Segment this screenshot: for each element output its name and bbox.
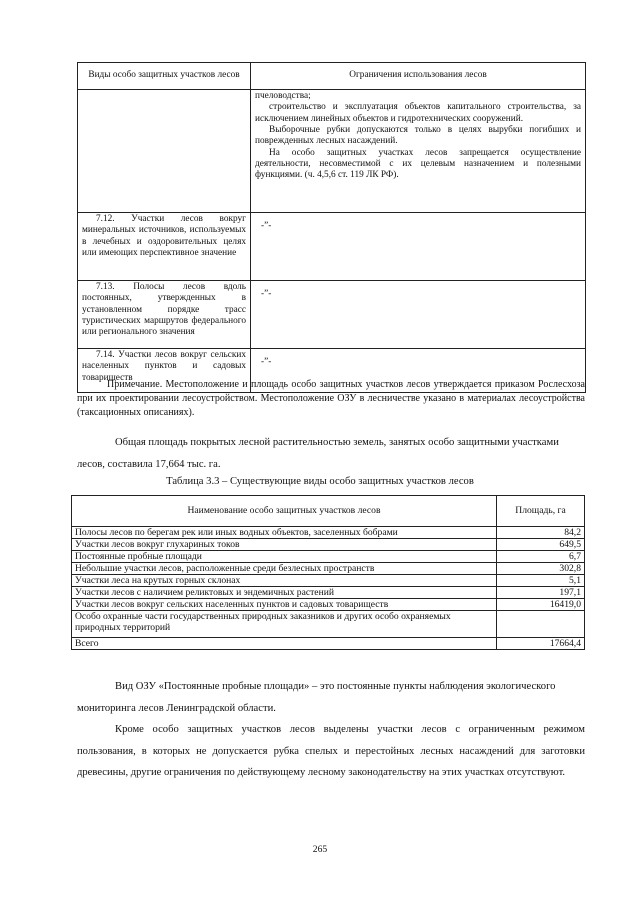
ozu-name: Участки леса на крутых горных склонах — [72, 575, 497, 587]
ozu-area: 649,5 — [497, 539, 585, 551]
header-restrictions: Ограничения использования лесов — [251, 63, 586, 90]
restriction-ditto: -”- — [251, 281, 586, 349]
table-row-total — [72, 638, 585, 650]
restriction-paragraph: На особо защитных участках лесов запрещается осуществление деятельности, несовместимой с их целевым назначением и полезными функциями. (ч. 4,5,6 ст. 119 ЛК РФ). — [255, 147, 581, 181]
ozu-name: Участки лесов вокруг глухариных токов — [72, 539, 497, 551]
table-row — [72, 539, 585, 551]
table-row — [72, 599, 585, 611]
ozu-types-table — [71, 495, 585, 650]
table-row — [72, 563, 585, 575]
ozu-area: 6,7 — [497, 551, 585, 563]
ozu-area: 84,2 — [497, 527, 585, 539]
ozu-area — [497, 611, 585, 638]
restriction-ditto: -”- — [251, 213, 586, 281]
table-row — [78, 213, 586, 281]
ozu-area: 5,1 — [497, 575, 585, 587]
zone-type-cell — [78, 213, 251, 281]
zone-type-cell — [78, 281, 251, 349]
limited-use-paragraph: Кроме особо защитных участков лесов выделены участки лесов с ограниченным режимом пользования, в которых не допускается рубка спелых и перестойных лесных насаждений для заготовки древесины, другие ограничения по действующему лесному законодательству на этих участках отсутствуют. — [77, 724, 585, 779]
total-area-paragraph: Общая площадь покрытых лесной растительностью земель, занятых особо защитными участками лесов, составила 17,664 тыс. га. — [77, 437, 559, 470]
header-types: Виды особо защитных участков лесов — [78, 63, 251, 90]
table-row — [72, 611, 585, 638]
table-row — [72, 551, 585, 563]
restrictions-table-header — [78, 63, 586, 90]
restriction-ditto: -”- — [251, 349, 586, 393]
restriction-paragraph: строительство и эксплуатация объектов капитального строительства, за исключением линейных объектов и гидротехнических сооружений. — [255, 102, 581, 124]
table-row — [72, 527, 585, 539]
ozu-name: Постоянные пробные площади — [72, 551, 497, 563]
restriction-line: пчеловодства; — [255, 91, 311, 101]
restrictions-table — [77, 62, 586, 393]
ozu-name: Небольшие участки лесов, расположенные среди безлесных пространств — [72, 563, 497, 575]
header-area: Площадь, га — [497, 496, 585, 527]
header-name: Наименование особо защитных участков лесов — [72, 496, 497, 527]
note-paragraph: Примечание. Местоположение и площадь особо защитных участков лесов утверждается приказом Рослесхоза при их проектировании лесоустройством. Местоположение ОЗУ в лесничестве указано в материалах лесоустройства (таксационных описаниях). — [77, 379, 585, 418]
ozu-name: Полосы лесов по берегам рек или иных водных объектов, заселенных бобрами — [72, 527, 497, 539]
ozu-area: 16419,0 — [497, 599, 585, 611]
ozu-total-label: Всего — [72, 638, 497, 650]
table-row — [78, 281, 586, 349]
ozu-description-paragraph: Вид ОЗУ «Постоянные пробные площади» – это постоянные пункты наблюдения экологического мониторинга лесов Ленинградской области. — [77, 681, 556, 714]
zone-type-text: 7.12. Участки лесов вокруг минеральных источников, используемых в лечебных и оздоровительных целях или имеющих перспективное значение — [82, 214, 246, 258]
zone-type-text: 7.13. Полосы лесов вдоль постоянных, утвержденных в установленном порядке трасс туристических маршрутов федерального или регионального значения — [82, 282, 246, 338]
table-row — [72, 575, 585, 587]
page-number: 265 — [312, 844, 328, 855]
table-caption: Таблица 3.3 – Существующие виды особо защитных участков лесов — [166, 476, 474, 487]
table-row — [78, 90, 586, 213]
continued-type-cell — [78, 90, 251, 213]
ozu-total-area: 17664,4 — [497, 638, 585, 650]
ozu-area: 197,1 — [497, 587, 585, 599]
zone-type-text: 7.14. Участки лесов вокруг сельских населенных пунктов и садовых товариществ — [82, 350, 246, 383]
ozu-name: Участки лесов вокруг сельских населенных пунктов и садовых товариществ — [72, 599, 497, 611]
ozu-area: 302,8 — [497, 563, 585, 575]
ozu-name: Участки лесов с наличием реликтовых и эндемичных растений — [72, 587, 497, 599]
ozu-name: Особо охранные части государственных природных заказников и других особо охраняемых природных территорий — [72, 611, 497, 638]
continued-restriction-cell — [251, 90, 586, 213]
restriction-paragraph: Выборочные рубки допускаются только в целях вырубки погибших и поврежденных лесных насаждений. — [255, 124, 581, 147]
ozu-table-header — [72, 496, 585, 527]
table-row — [72, 587, 585, 599]
